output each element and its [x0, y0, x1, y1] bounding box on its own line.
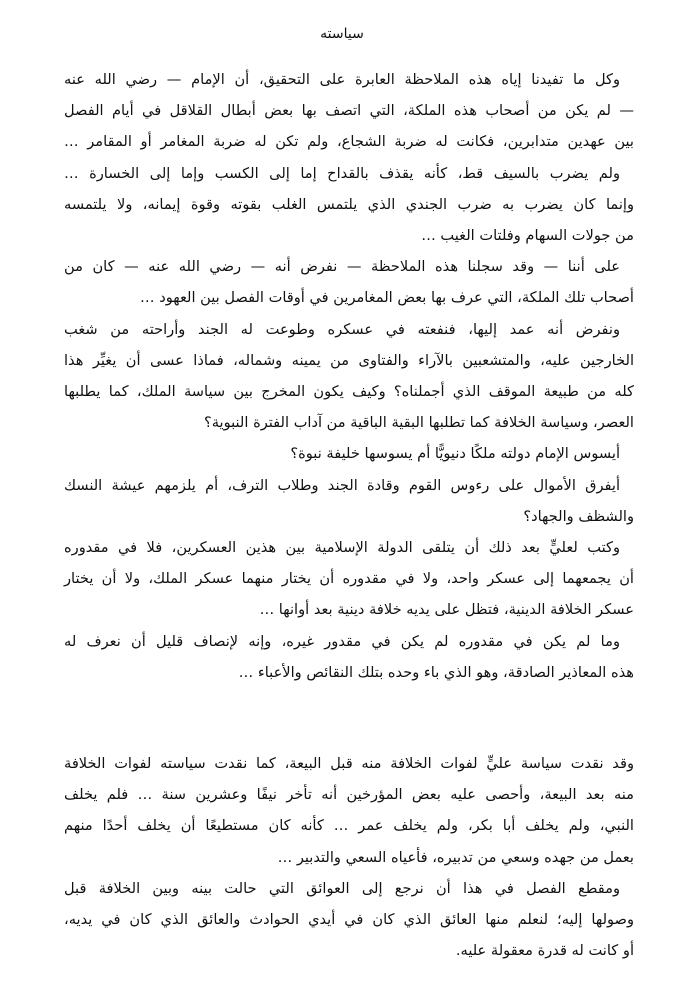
text-line: على أننا — وقد سجلنا هذه الملاحظة — نفرض أنه — رضي الله عنه — كان من — [64, 258, 620, 276]
text-line: ونفرض أنه عمد إليها، فنفعته في عسكره وطوعت له الجند وأراحته من شغب — [64, 320, 620, 338]
paragraph — [64, 314, 634, 439]
paragraph — [64, 470, 634, 532]
text-line: أيفرق الأموال على رءوس القوم وقادة الجند وطلاب الترف، أم يلزمهم عيشة النسك — [64, 476, 620, 494]
text-line: أن يجمعهما إلى عسكر واحد، ولا في مقدوره أن يختار منهما عسكر الملك، ولا أن يختار — [64, 570, 634, 588]
text-line: من جولات السهام وفلتات الغيب … — [421, 227, 634, 245]
text-line: بعمل من جهده وسعي من تدبيره، فأعياه السعي والتدبير … — [277, 848, 634, 866]
text-line: عسكر الخلافة الدينية، فتظل على يديه خلافة دينية بعد أوانها … — [259, 601, 634, 619]
text-line: وقد نقدت سياسة عليٍّ لفوات الخلافة منه قبل البيعة، كما نقدت سياسته لفوات الخلافة — [64, 755, 634, 772]
paragraph — [64, 64, 634, 251]
text-line: كله من طبيعة الموقف الذي أجملناه؟ وكيف يكون المخرج بين سياسة الملك، كما يطلبها — [64, 383, 634, 401]
paragraph — [64, 438, 634, 469]
text-line: وصولها إليه؛ لنعلم منها العائق الذي كان في أيدي الحوادث والعائق الذي كان في يديه، — [64, 911, 634, 929]
text-line: أو كانت له قدرة معقولة عليه. — [455, 942, 634, 960]
text-line: أصحاب تلك الملكة، التي عرف بها بعض المغامرين في أوقات الفصل بين العهود … — [139, 289, 634, 307]
text-line: ومقطع الفصل في هذا أن نرجع إلى العوائق التي حالت بينه وبين الخلافة قبل — [64, 879, 620, 897]
text-line: وكل ما تفيدنا إياه هذه الملاحظة العابرة على التحقيق، أن الإمام — رضي الله عنه — [64, 71, 620, 88]
text-line: والشظف والجهاد؟ — [523, 507, 634, 525]
paragraph — [64, 873, 634, 967]
text-line: العصر، وسياسة الخلافة كما تطلبها البقية الباقية من آداب الفترة النبوية؟ — [203, 414, 634, 432]
text-line: ولم يضرب بالسيف قط، كأنه يقذف بالقداح إما إلى الكسب وإما إلى الخسارة … — [64, 164, 620, 182]
paragraph — [64, 626, 634, 688]
paragraph — [64, 532, 634, 626]
text-line: وإنما كان يضرب به ضرب الجندي الذي يلتمس الغلب بقوته وقوة إيمانه، ولا يلتمسه — [64, 195, 634, 213]
text-block-upper — [64, 64, 634, 688]
text-line: منه بعد البيعة، وأحصى عليه بعض المؤرخين أنه تأخر نيفًا وعشرين سنة … فلم يخلف — [64, 786, 634, 804]
text-line: وكتب لعليٍّ بعد ذلك أن يتلقى الدولة الإسلامية بين هذين العسكرين، فلا في مقدوره — [64, 539, 620, 557]
text-line: الخارجين عليه، والمتشعبين بالآراء والفتاوى من يمينه وشماله، فماذا عسى أن يغيِّر هذا — [64, 351, 634, 369]
text-line: بين عهدين متدابرين، فكانت له ضربة الشجاع، ولم تكن له ضربة المغامر أو المقامر … — [64, 133, 634, 151]
text-line: هذه المعاذير الصادقة، وهو الذي باء وحده بتلك النقائص والأعباء … — [238, 663, 634, 681]
paragraph — [64, 251, 634, 313]
text-line: — لم يكن من أصحاب هذه الملكة، التي اتصف بها بعض أبطال القلاقل في أيام الفصل — [64, 102, 634, 120]
text-line: النبي، ولم يخلف أبا بكر، ولم يخلف عمر … كأنه كان مستطيعًا أن يخلف أحدًا منهم — [64, 817, 634, 835]
text-block-lower — [64, 748, 634, 966]
text-line: وما لم يكن في مقدوره لم يكن في مقدور غيره، وإنه لإنصاف قليل أن نعرف له — [64, 632, 620, 650]
running-head: سياسته — [320, 26, 364, 42]
text-line: أيسوس الإمام دولته ملكًا دنيويًّا أم يسوسها خليفة نبوة؟ — [290, 445, 620, 463]
paragraph — [64, 748, 634, 873]
